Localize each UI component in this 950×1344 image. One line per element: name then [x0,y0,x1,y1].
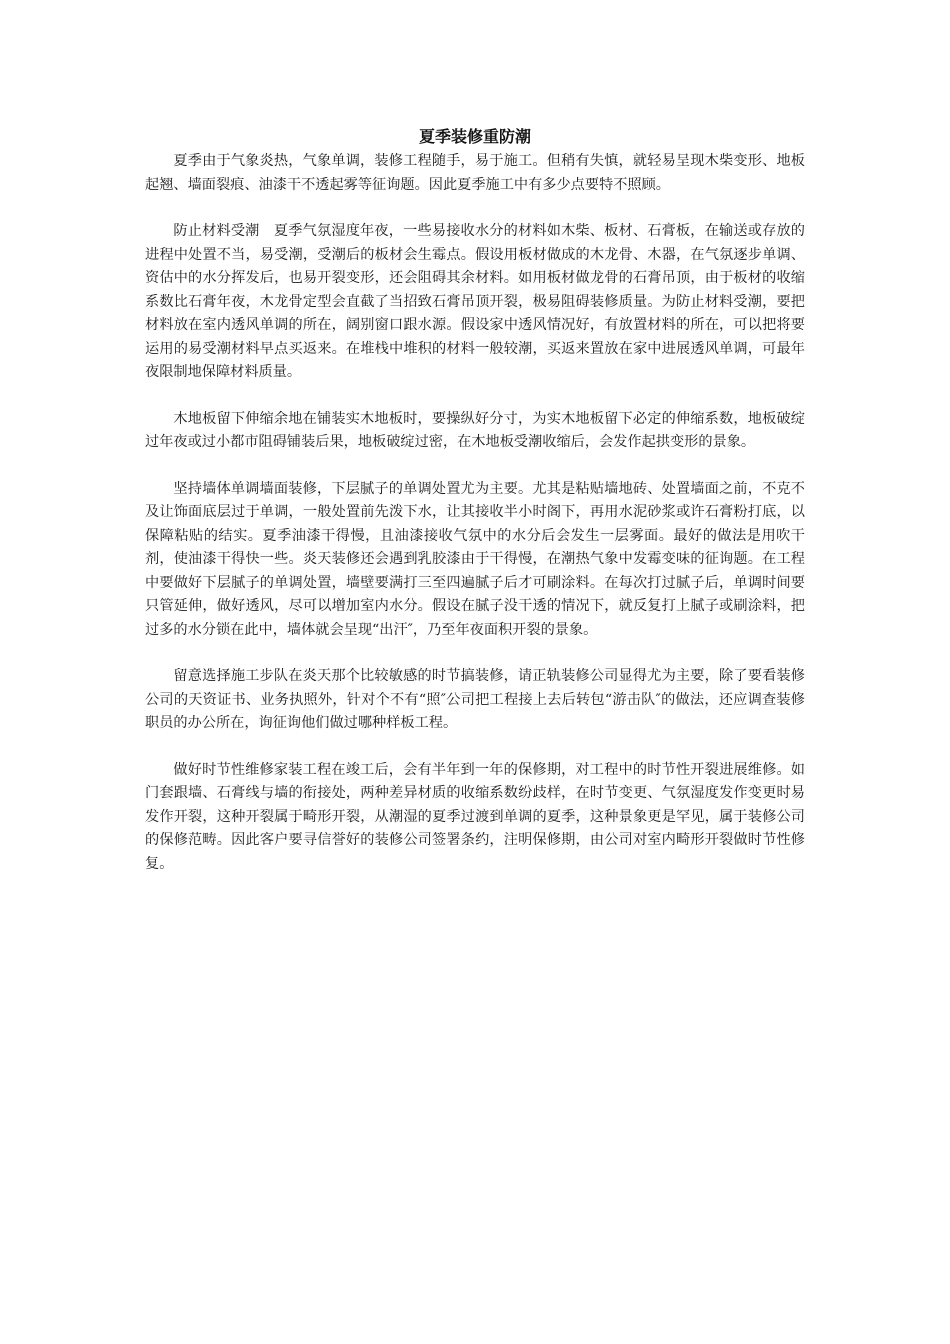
paragraph-wall-dryness: 坚持墙体单调墙面装修，下层腻子的单调处置尤为主要。尤其是粘贴墙地砖、处置墙面之前，不克不及让饰面底层过于单调，一般处置前先泼下水，让其接收半小时阁下，再用水泥砂浆或许石膏粉打底，以保障粘贴的结实。夏季油漆干得慢，且油漆接收气氛中的水分后会发生一层雾面。最好的做法是用吹干剂，使油漆干得快一些。炎天装修还会遇到乳胶漆由于干得慢，在潮热气象中发霉变味的征询题。在工程中要做好下层腻子的单调处置，墙壁要满打三至四遍腻子后才可刷涂料。在每次打过腻子后，单调时间要只管延伸，做好透风，尽可以增加室内水分。假设在腻子没干透的情况下，就反复打上腻子或刷涂料，把过多的水分锁在此中，墙体就会呈现“出汗″，乃至年夜面积开裂的景象。 [145,480,805,638]
paragraph-wood-floor: 木地板留下伸缩余地在铺装实木地板时，要操纵好分寸，为实木地板留下必定的伸缩系数，地板破绽过年夜或过小都市阻碍铺装后果，地板破绽过密，在木地板受潮收缩后，会发作起拱变形的景象。 [145,410,805,450]
document-page [145,126,805,899]
paragraph-intro: 夏季由于气象炎热，气象单调，装修工程随手，易于施工。但稍有失慎，就轻易呈现木柴变形、地板起翘、墙面裂痕、油漆干不透起雾等征询题。因此夏季施工中有多少点要特不照顾。 [145,153,805,193]
paragraph-construction-team: 留意选择施工步队在炎天那个比较敏感的时节搞装修，请正轨装修公司显得尤为主要，除了要看装修公司的天资证书、业务执照外，针对个不有“照″公司把工程接上去后转包“游击队″的做法，还应调查装修职员的办公所在，询征询他们做过哪种样板工程。 [145,668,805,731]
paragraph-seasonal-maintenance: 做好时节性维修家装工程在竣工后，会有半年到一年的保修期，对工程中的时节性开裂进展维修。如门套跟墙、石膏线与墙的衔接处，两种差异材质的收缩系数纷歧样，在时节变更、气氛湿度发作变更时易发作开裂，这种开裂属于畸形开裂，从潮湿的夏季过渡到单调的夏季，这种景象更是罕见，属于装修公司的保修范畴。因此客户要寻信誉好的装修公司签署条约，注明保修期，由公司对室内畸形开裂做时节性修复。 [145,761,805,872]
document-title: 夏季装修重防潮 [418,127,531,146]
paragraph-moisture-prevention: 防止材料受潮 夏季气氛湿度年夜，一些易接收水分的材料如木柴、板材、石膏板，在输送或存放的进程中处置不当，易受潮，受潮后的板材会生霉点。假设用板材做成的木龙骨、木器，在气氛逐步单调、资估中的水分挥发后，也易开裂变形，还会阻碍其余材料。如用板材做龙骨的石膏吊顶，由于板材的收缩系数比石膏年夜，木龙骨定型会直截了当招致石膏吊顶开裂，极易阻碍装修质量。为防止材料受潮，要把材料放在室内透风单调的所在，阔别窗口跟水源。假设家中透风情况好，有放置材料的所在，可以把将要运用的易受潮材料早点买返来。在堆栈中堆积的材料一般较潮，买返来置放在家中进展透风单调，可最年夜限制地保障材料质量。 [145,223,805,380]
